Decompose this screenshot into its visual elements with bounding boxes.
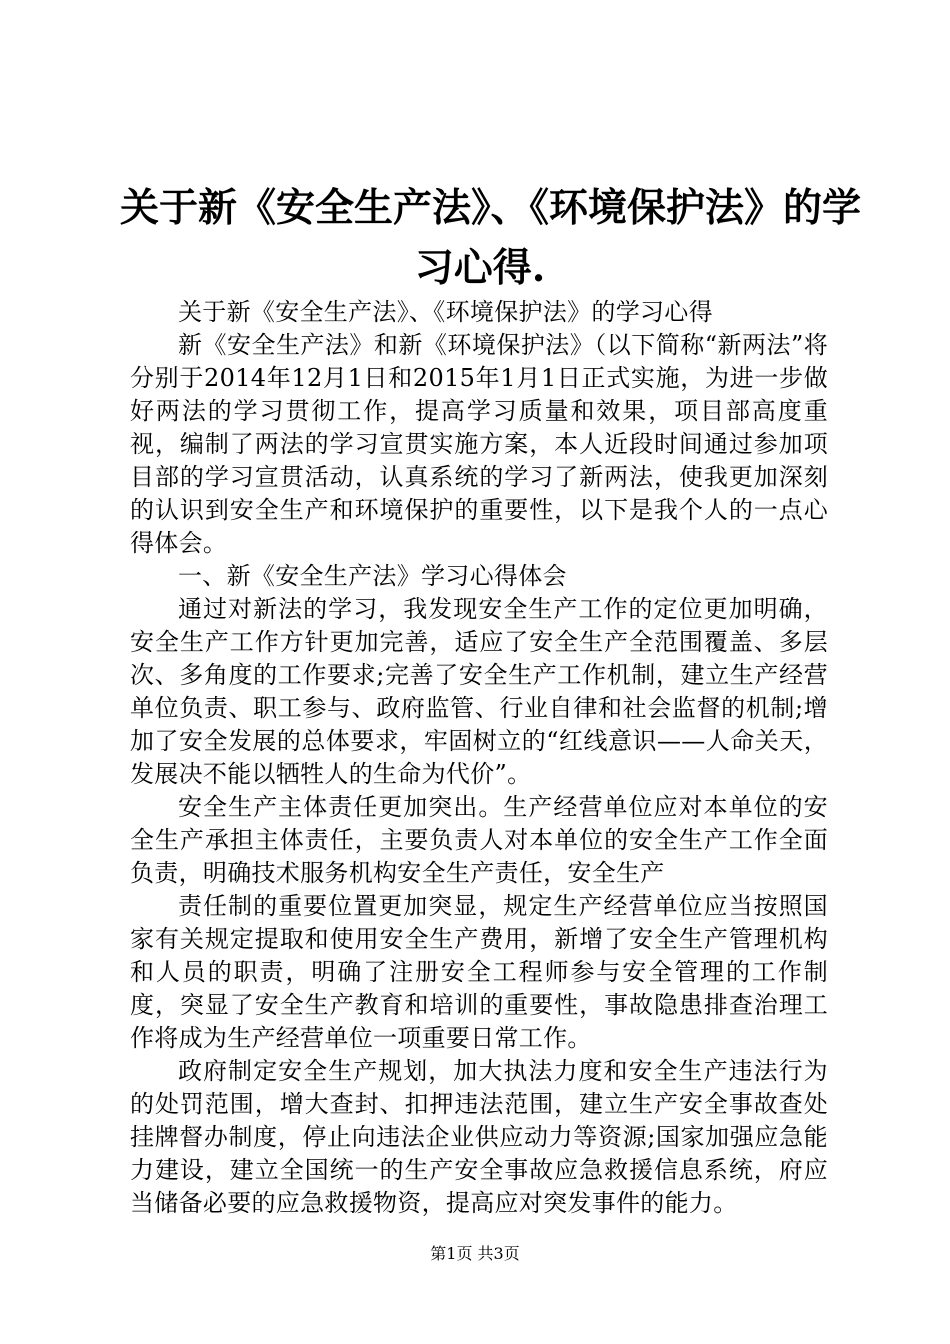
document-title	[120, 178, 862, 298]
paragraph-positioning: 通过对新法的学习，我发现安全生产工作的定位更加明确，安全生产工作方针更加完善，适应了安全生产全范围覆盖、多层次、多角度的工作要求;完善了安全生产工作机制，建立生产经营单位负责、职工参与、政府监管、行业自律和社会监督的机制;增加了安全发展的总体要求，牢固树立的“红线意识——人命关天，发展决不能以牺牲人的生命为代价”。	[130, 595, 828, 788]
title-line-2: 习心得.	[414, 245, 546, 291]
section-heading: 一、新《安全生产法》学习心得体会	[178, 562, 567, 590]
document-body	[130, 296, 828, 1220]
paragraph-government: 政府制定安全生产规划，加大执法力度和安全生产违法行为的处罚范围，增大查封、扣押违法范围，建立生产安全事故查处挂牌督办制度，停止向违法企业供应动力等资源;国家加强应急能力建设，建立全国统一的生产安全事故应急救援信息系统，府应当储备必要的应急救援物资，提高应对突发事件的能力。	[130, 1057, 828, 1217]
title-line-1: 关于新《安全生产法》、《环境保护法》的学	[120, 185, 862, 231]
paragraph-responsibility: 安全生产主体责任更加突出。生产经营单位应对本单位的安全生产承担主体责任，主要负责人对本单位的安全生产工作全面负责，明确技术服务机构安全生产责任，安全生产	[130, 793, 828, 887]
paragraph-responsibility-system: 责任制的重要位置更加突显，规定生产经营单位应当按照国家有关规定提取和使用安全生产费用，新增了安全生产管理机构和人员的职责，明确了注册安全工程师参与安全管理的工作制度，突显了安全生产教育和培训的重要性，事故隐患排查治理工作将成为生产经营单位一项重要日常工作。	[130, 892, 828, 1052]
page-footer: 第1页 共3页	[430, 1244, 520, 1263]
paragraph-subtitle: 关于新《安全生产法》、《环境保护法》的学习心得	[178, 298, 713, 326]
paragraph-intro: 新《安全生产法》和新《环境保护法》（以下简称“新两法”将分别于2014年12月1日和2015年1月1日正式实施，为进一步做好两法的学习贯彻工作，提高学习质量和效果，项目部高度重视，编制了两法的学习宣贯实施方案，本人近段时间通过参加项目部的学习宣贯活动，认真系统的学习了新两法，使我更加深刻的认识到安全生产和环境保护的重要性，以下是我个人的一点心得体会。	[130, 331, 828, 557]
